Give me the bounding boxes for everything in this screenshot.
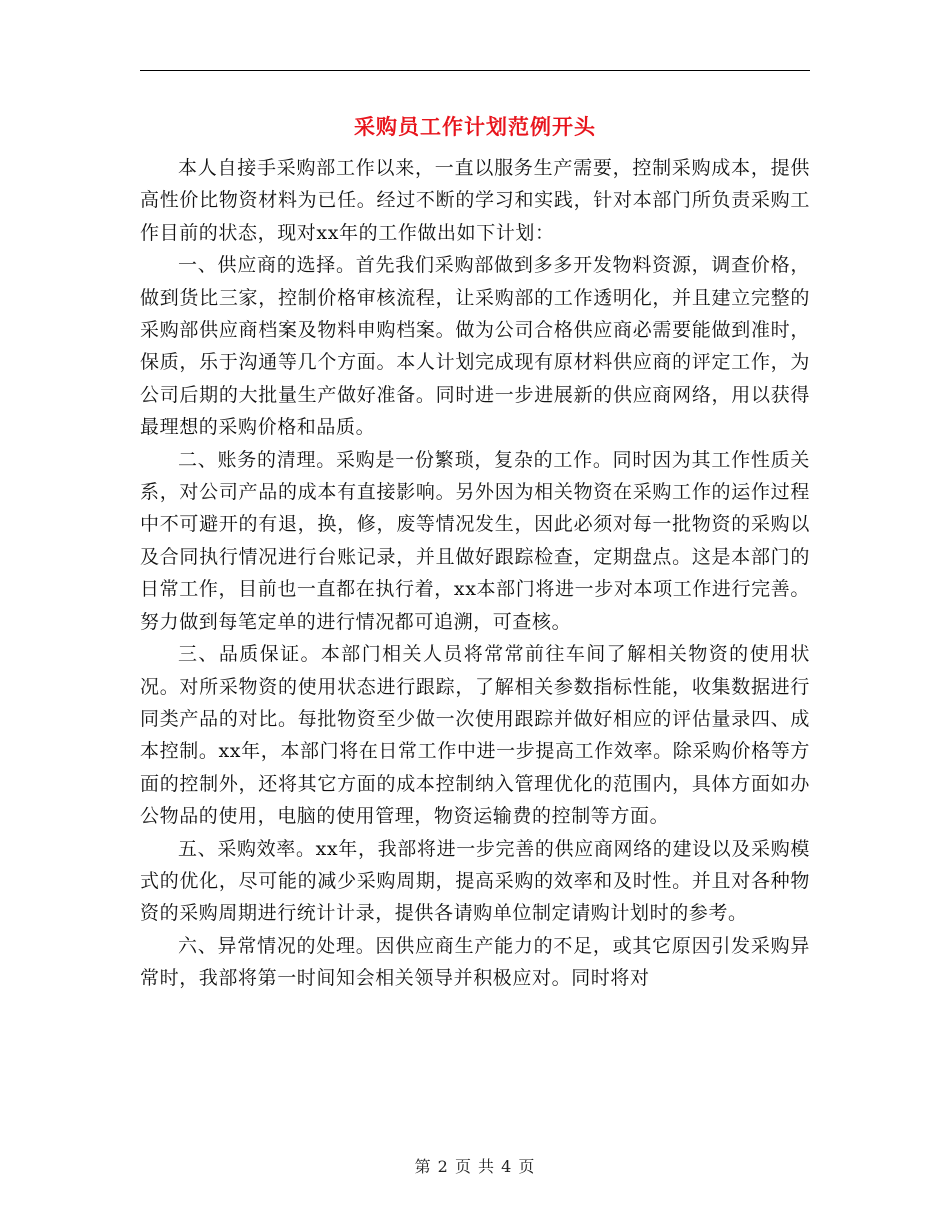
paragraph-account-cleanup: 二、账务的清理。采购是一份繁琐，复杂的工作。同时因为其工作性质关系，对公司产品的成本有直接影响。另外因为相关物资在采购工作的运作过程中不可避开的有退，换，修，废等情况发生，因此必须对每一批物资的采购以及合同执行情况进行台账记录，并且做好跟踪检查，定期盘点。这是本部门的日常工作，目前也一直都在执行着，xx本部门将进一步对本项工作进行完善。努力做到每笔定单的进行情况都可追溯，可查核。 <box>140 448 810 633</box>
paragraph-supplier-selection: 一、供应商的选择。首先我们采购部做到多多开发物料资源，调查价格，做到货比三家，控制价格审核流程，让采购部的工作透明化，并且建立完整的采购部供应商档案及物料申购档案。做为公司合格供应商必需要能做到准时，保质，乐于沟通等几个方面。本人计划完成现有原材料供应商的评定工作，为公司后期的大批量生产做好准备。同时进一步进展新的供应商网络，用以获得最理想的采购价格和品质。 <box>140 254 810 439</box>
paragraph-procurement-efficiency: 五、采购效率。xx年，我部将进一步完善的供应商网络的建设以及采购模式的优化，尽可能的减少采购周期，提高采购的效率和及时性。并且对各种物资的采购周期进行统计计录，提供各请购单位制定请购计划时的参考。 <box>140 837 810 925</box>
page-number-footer: 第 2 页 共 4 页 <box>414 1157 536 1176</box>
header-rule <box>140 70 810 71</box>
paragraph-intro: 本人自接手采购部工作以来，一直以服务生产需要，控制采购成本，提供高性价比物资材料为已任。经过不断的学习和实践，针对本部门所负责采购工作目前的状态，现对xx年的工作做出如下计划： <box>140 157 810 244</box>
paragraph-quality-assurance: 三、品质保证。本部门相关人员将常常前往车间了解相关物资的使用状况。对所采物资的使用状态进行跟踪，了解相关参数指标性能，收集数据进行同类产品的对比。每批物资至少做一次使用跟踪并做好相应的评估量录四、成本控制。xx年，本部门将在日常工作中进一步提高工作效率。除采购价格等方面的控制外，还将其它方面的成本控制纳入管理优化的范围内，具体方面如办公物品的使用，电脑的使用管理，物资运输费的控制等方面。 <box>140 643 810 828</box>
paragraph-exception-handling: 六、异常情况的处理。因供应商生产能力的不足，或其它原因引发采购异常时，我部将第一时间知会相关领导并积极应对。同时将对 <box>140 934 810 990</box>
document-body <box>140 152 810 995</box>
document-title: 采购员工作计划范例开头 <box>354 115 596 139</box>
